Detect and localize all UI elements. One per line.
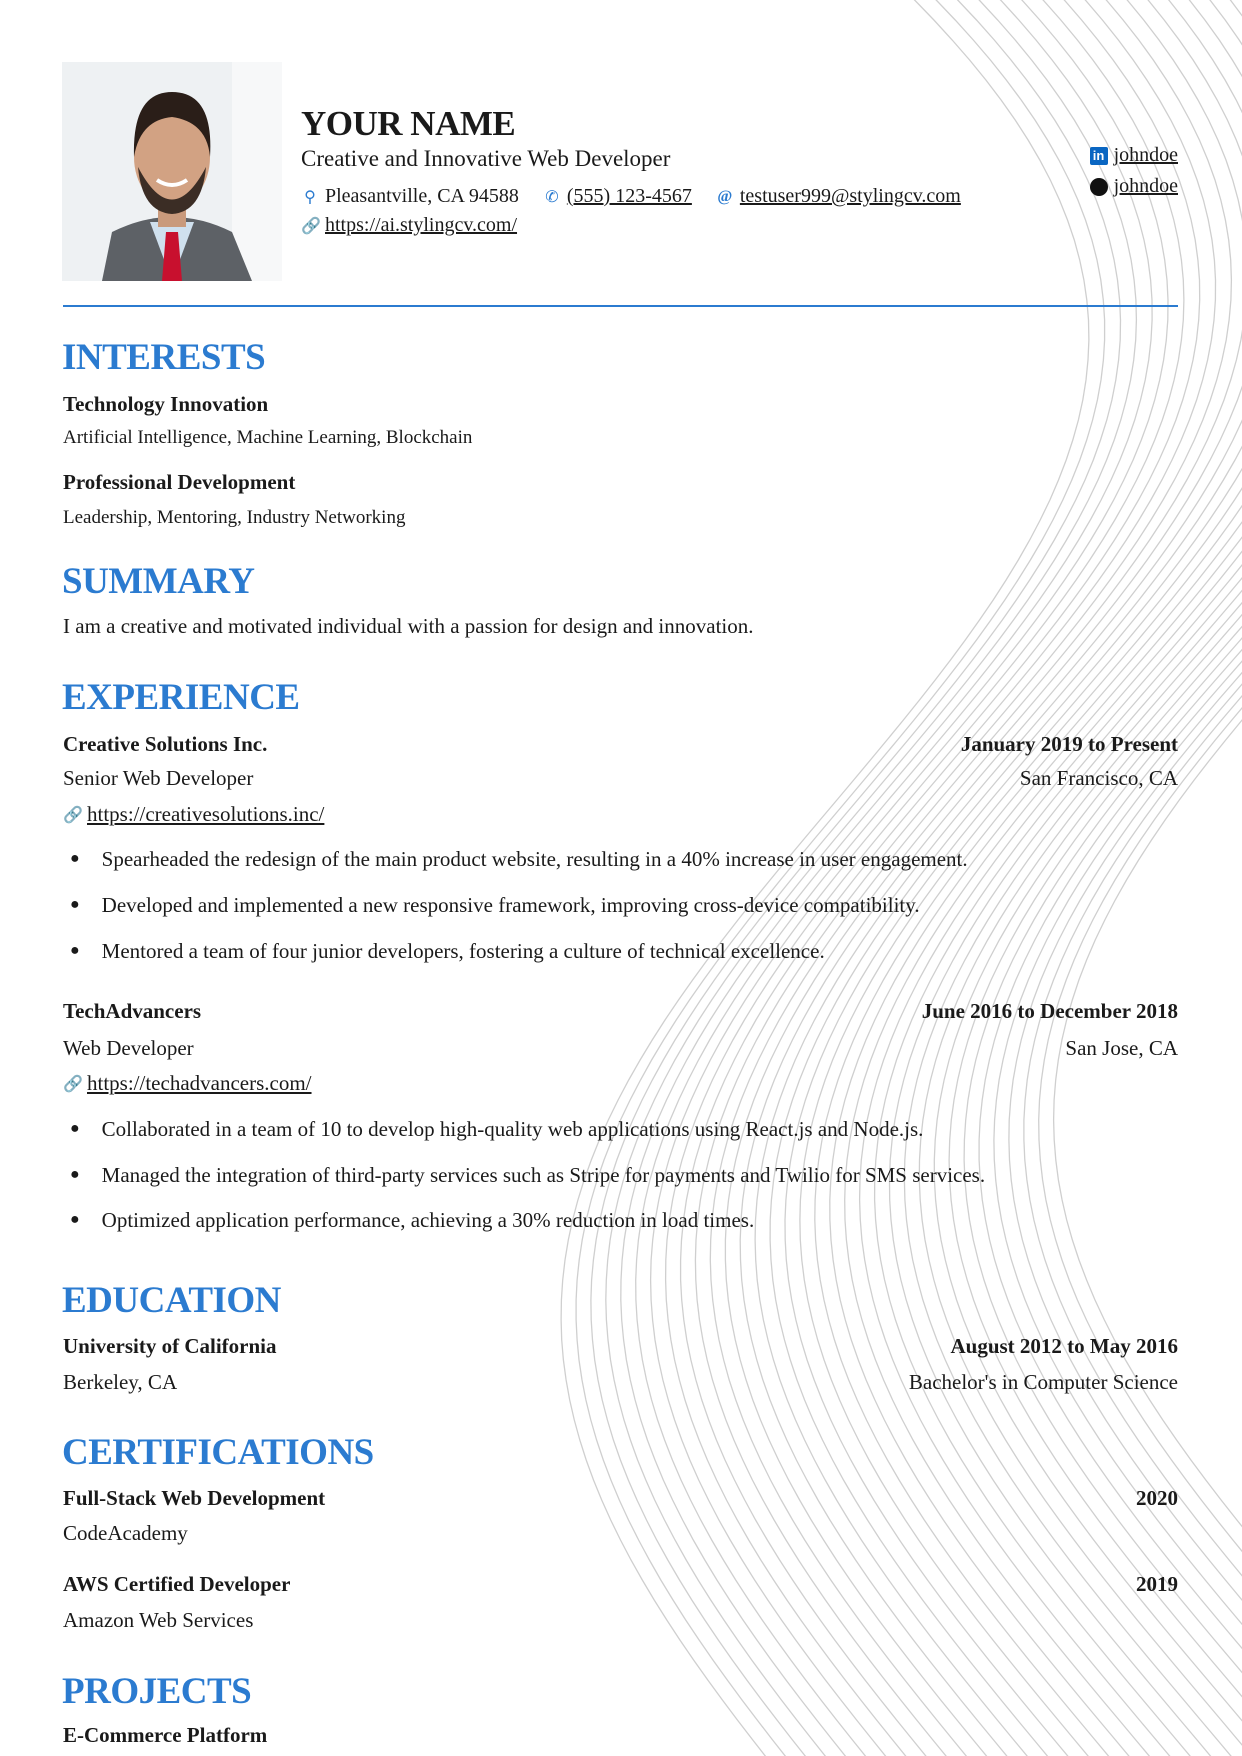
certification-name: AWS Certified Developer (63, 1572, 291, 1596)
wave-line (636, 0, 1168, 1756)
certification-year: 2020 (1136, 1486, 1178, 1510)
wave-line (904, 0, 1242, 1756)
contact-row (301, 185, 961, 208)
linkedin-link[interactable]: johndoe (1113, 144, 1178, 166)
link-icon: 🔗 (63, 806, 83, 824)
wave-line (1009, 0, 1242, 1756)
experience-highlight: ● Collaborated in a team of 10 to develop high-quality web applications using React.js and Node.js. (70, 1117, 924, 1141)
phone-icon: ✆ (545, 188, 559, 206)
bullet-icon: ● (70, 1211, 80, 1228)
website-row (301, 214, 517, 237)
wave-line (845, 0, 1242, 1756)
certification-year: 2019 (1136, 1572, 1178, 1596)
experience-location: San Jose, CA (1065, 1036, 1178, 1060)
wave-line (561, 0, 1089, 1756)
interest-name: Professional Development (63, 470, 296, 494)
wave-line (830, 0, 1242, 1756)
section-title-projects: PROJECTS (62, 1671, 252, 1712)
education-degree: Bachelor's in Computer Science (908, 1370, 1178, 1394)
section-title-summary: SUMMARY (62, 561, 255, 602)
wave-line (606, 0, 1137, 1756)
candidate-headline: Creative and Innovative Web Developer (301, 146, 671, 171)
bullet-icon: ● (70, 942, 80, 959)
linkedin-row (1090, 144, 1178, 167)
phone-link[interactable]: (555) 123-4567 (566, 185, 692, 207)
wave-line (964, 0, 1242, 1756)
education-institution: University of California (63, 1334, 277, 1358)
github-row (1090, 175, 1178, 198)
experience-location: San Francisco, CA (1019, 766, 1178, 790)
bullet-icon: ● (70, 1166, 80, 1183)
section-title-education: EDUCATION (62, 1280, 281, 1321)
summary-text: I am a creative and motivated individual with a passion for design and innovation. (63, 614, 754, 638)
experience-url-row (63, 802, 324, 827)
email-link[interactable]: testuser999@stylingcv.com (739, 185, 961, 207)
experience-highlight: ● Managed the integration of third-party services such as Stripe for payments and Twilio for SMS services. (70, 1163, 986, 1187)
section-title-certifications: CERTIFICATIONS (62, 1432, 374, 1473)
certification-issuer: CodeAcademy (63, 1521, 188, 1545)
linkedin-icon: in (1090, 147, 1108, 165)
experience-dates: June 2016 to December 2018 (921, 999, 1178, 1023)
wave-line (1024, 0, 1242, 1756)
wave-line (651, 0, 1184, 1756)
profile-photo (62, 62, 282, 281)
project-name: E-Commerce Platform (63, 1723, 268, 1747)
github-link[interactable]: johndoe (1113, 175, 1178, 197)
experience-position: Web Developer (63, 1036, 194, 1060)
location-text: Pleasantville, CA 94588 (325, 185, 519, 207)
experience-company: TechAdvancers (63, 999, 202, 1023)
wave-line (979, 0, 1242, 1756)
link-icon: 🔗 (301, 217, 321, 235)
certification-issuer: Amazon Web Services (63, 1608, 254, 1632)
experience-highlight: ● Mentored a team of four junior developers, fostering a culture of technical excellence. (70, 939, 825, 963)
wave-line (576, 0, 1105, 1756)
certification-name: Full-Stack Web Development (63, 1486, 326, 1510)
education-location: Berkeley, CA (63, 1370, 178, 1394)
experience-company: Creative Solutions Inc. (63, 732, 268, 756)
wave-line (666, 0, 1200, 1756)
map-pin-icon: ⚲ (304, 188, 316, 206)
header-divider (63, 305, 1178, 307)
section-title-interests: INTERESTS (62, 337, 266, 378)
wave-line (890, 0, 1242, 1756)
interest-keywords: Leadership, Mentoring, Industry Networking (63, 507, 406, 528)
bullet-icon: ● (70, 896, 80, 913)
github-icon (1090, 178, 1108, 196)
experience-url-row (63, 1071, 312, 1096)
education-dates: August 2012 to May 2016 (950, 1334, 1178, 1358)
experience-highlight: ● Optimized application performance, achieving a 30% reduction in load times. (70, 1208, 755, 1232)
bullet-icon: ● (70, 1120, 80, 1137)
website-link[interactable]: https://ai.stylingcv.com/ (325, 214, 518, 236)
experience-highlight: ● Spearheaded the redesign of the main product website, resulting in a 40% increase in user engagement. (70, 847, 968, 871)
at-icon: @ (717, 187, 733, 205)
candidate-name: YOUR NAME (301, 104, 516, 143)
experience-url[interactable]: https://techadvancers.com/ (87, 1071, 312, 1095)
section-title-experience: EXPERIENCE (62, 677, 300, 718)
wave-line (860, 0, 1242, 1756)
interest-name: Technology Innovation (63, 392, 269, 416)
experience-position: Senior Web Developer (63, 766, 254, 790)
experience-url[interactable]: https://creativesolutions.inc/ (87, 802, 325, 826)
interest-keywords: Artificial Intelligence, Machine Learning, Blockchain (63, 427, 473, 448)
experience-highlight: ● Developed and implemented a new responsive framework, improving cross-device compatibility. (70, 893, 920, 917)
link-icon: 🔗 (63, 1075, 83, 1093)
bullet-icon: ● (70, 850, 80, 867)
experience-dates: January 2019 to Present (960, 732, 1178, 756)
